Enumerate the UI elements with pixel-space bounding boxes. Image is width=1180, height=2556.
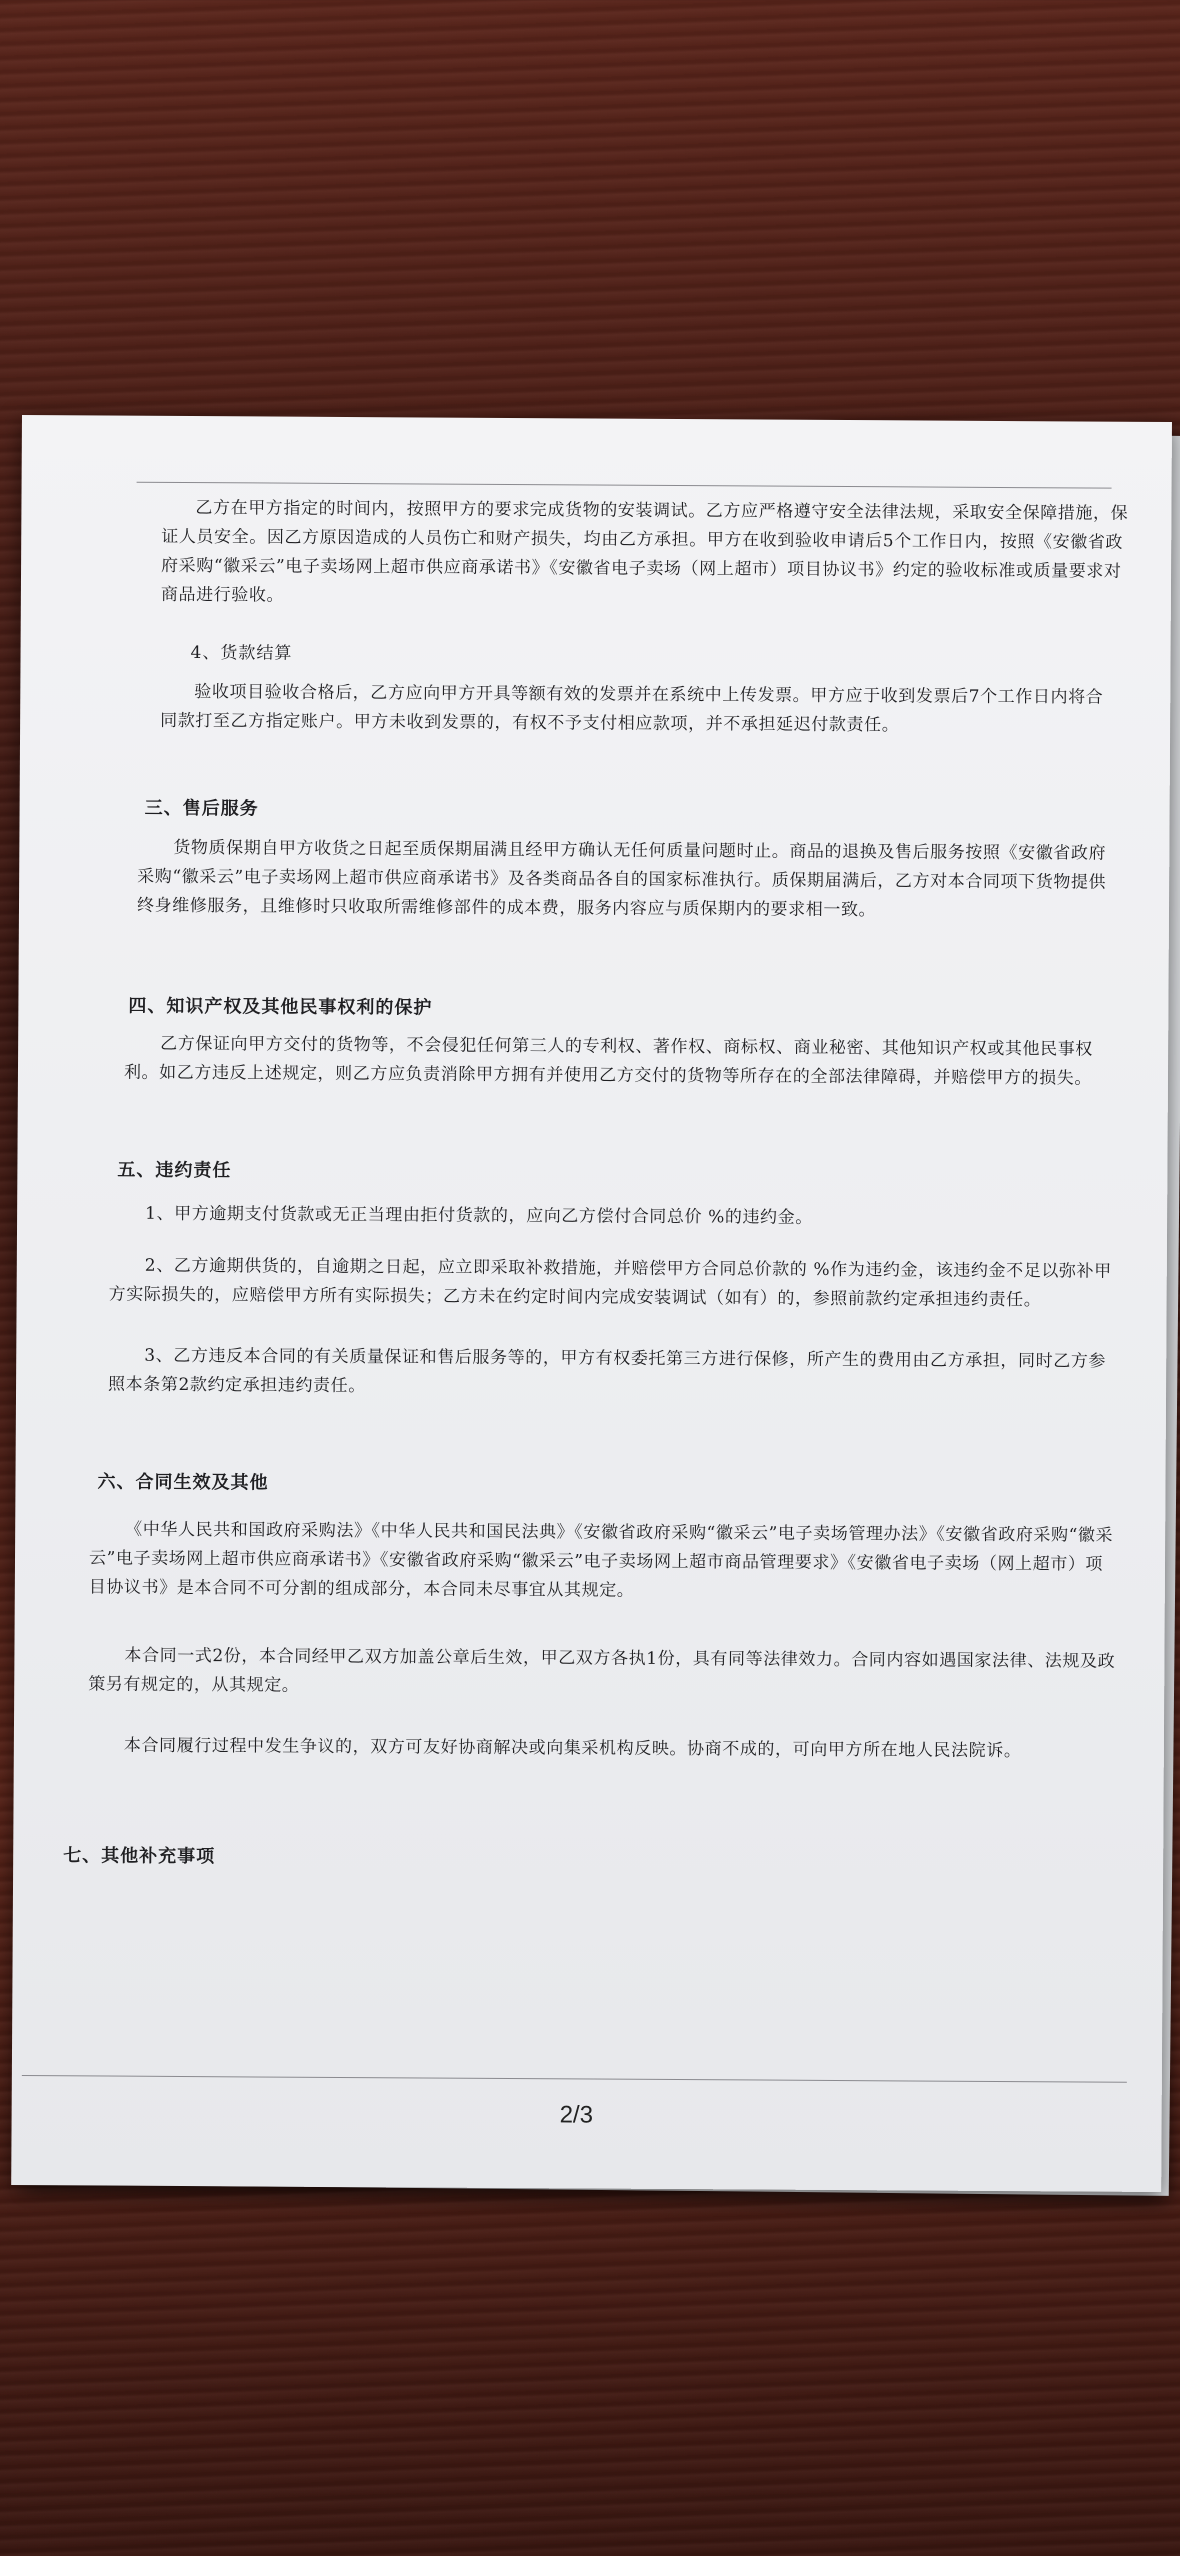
document-page — [11, 415, 1172, 2192]
document-body — [22, 415, 1172, 1868]
footer-rule — [22, 2075, 1127, 2083]
heading-after-sales: 三、售后服务 — [144, 797, 259, 820]
heading-intellectual-property: 四、知识产权及其他民事权利的保护 — [128, 995, 433, 1019]
heading-effect-and-other: 六、合同生效及其他 — [97, 1471, 269, 1494]
page-number: 2/3 — [559, 2101, 594, 2129]
liability-clause-1: 1、甲方逾期支付货款或无正当理由拒付货款的，应向乙方偿付合同总价 %的违约金。 — [145, 1203, 813, 1228]
header-rule — [137, 482, 1112, 489]
paragraph-intellectual-property: 乙方保证向甲方交付的货物等，不会侵犯任何第三人的专利权、著作权、商标权、商业秘密、其他知识产权或其他民事权利。如乙方违反上述规定，则乙方应负责消除甲方拥有并使用乙方交付的货物等所存在的全部法律障碍，并赔偿甲方的损失。 — [123, 1033, 1094, 1089]
paragraph-acceptance: 乙方在甲方指定的时间内，按照甲方的要求完成货物的安装调试。乙方应严格遵守安全法律法规，采取安全保障措施，保证人员安全。因乙方原因造成的人员伤亡和财产损失，均由乙方承担。甲方在收到验收申请后5个工作日内，按照《安徽省政府采购“徽采云”电子卖场网上超市供应商承诺书》《安徽省电子卖场（网上超市）项目协议书》约定的验收标准或质量要求对商品进行验收。 — [160, 498, 1129, 606]
effect-paragraph-1: 《中华人民共和国政府采购法》《中华人民共和国民法典》《安徽省政府采购“徽采云”电子卖场管理办法》《安徽省政府采购“徽采云”电子卖场网上超市供应商承诺书》《安徽省政府采购“徽采云”电子卖场网上超市商品管理要求》《安徽省电子卖场（网上超市）项目协议书》是本合同不可分割的组成部分，本合同未尽事宜从其规定。 — [88, 1519, 1114, 1601]
heading-other-supplements: 七、其他补充事项 — [63, 1845, 216, 1868]
paragraph-payment: 验收项目验收合格后，乙方应向甲方开具等额有效的发票并在系统中上传发票。甲方应于收到发票后7个工作日内将合同款打至乙方指定账户。甲方未收到发票的，有权不予支付相应款项，并不承担延迟付款责任。 — [160, 682, 1104, 736]
liability-clause-2: 2、乙方逾期供货的，自逾期之日起，应立即采取补救措施，并赔偿甲方合同总价款的 %作为违约金，该违约金不足以弥补甲方实际损失的，应赔偿甲方所有实际损失；乙方未在约定时间内完成安装调试（如有）的，参照前款约定承担违约责任。 — [108, 1255, 1112, 1311]
paragraph-after-sales: 货物质保期自甲方收货之日起至质保期届满且经甲方确认无任何质量问题时止。商品的退换及售后服务按照《安徽省政府采购“徽采云”电子卖场网上超市供应商承诺书》及各类商品各自的国家标准执行。质保期届满后，乙方对本合同项下货物提供终身维修服务，且维修时只收取所需维修部件的成本费，服务内容应与质保期内的要求相一致。 — [136, 837, 1107, 921]
effect-paragraph-3: 本合同履行过程中发生争议的，双方可友好协商解决或向集采机构反映。协商不成的，可向甲方所在地人民法院诉。 — [123, 1735, 1022, 1762]
heading-liability: 五、违约责任 — [117, 1159, 232, 1182]
effect-paragraph-2: 本合同一式2份，本合同经甲乙双方加盖公章后生效，甲乙双方各执1份，具有同等法律效力。合同内容如遇国家法律、法规及政策另有规定的，从其规定。 — [88, 1645, 1116, 1696]
liability-clause-3: 3、乙方违反本合同的有关质量保证和售后服务等的，甲方有权委托第三方进行保修，所产生的费用由乙方承担，同时乙方参照本条第2款约定承担违约责任。 — [108, 1345, 1107, 1397]
heading-payment: 4、货款结算 — [190, 643, 293, 664]
